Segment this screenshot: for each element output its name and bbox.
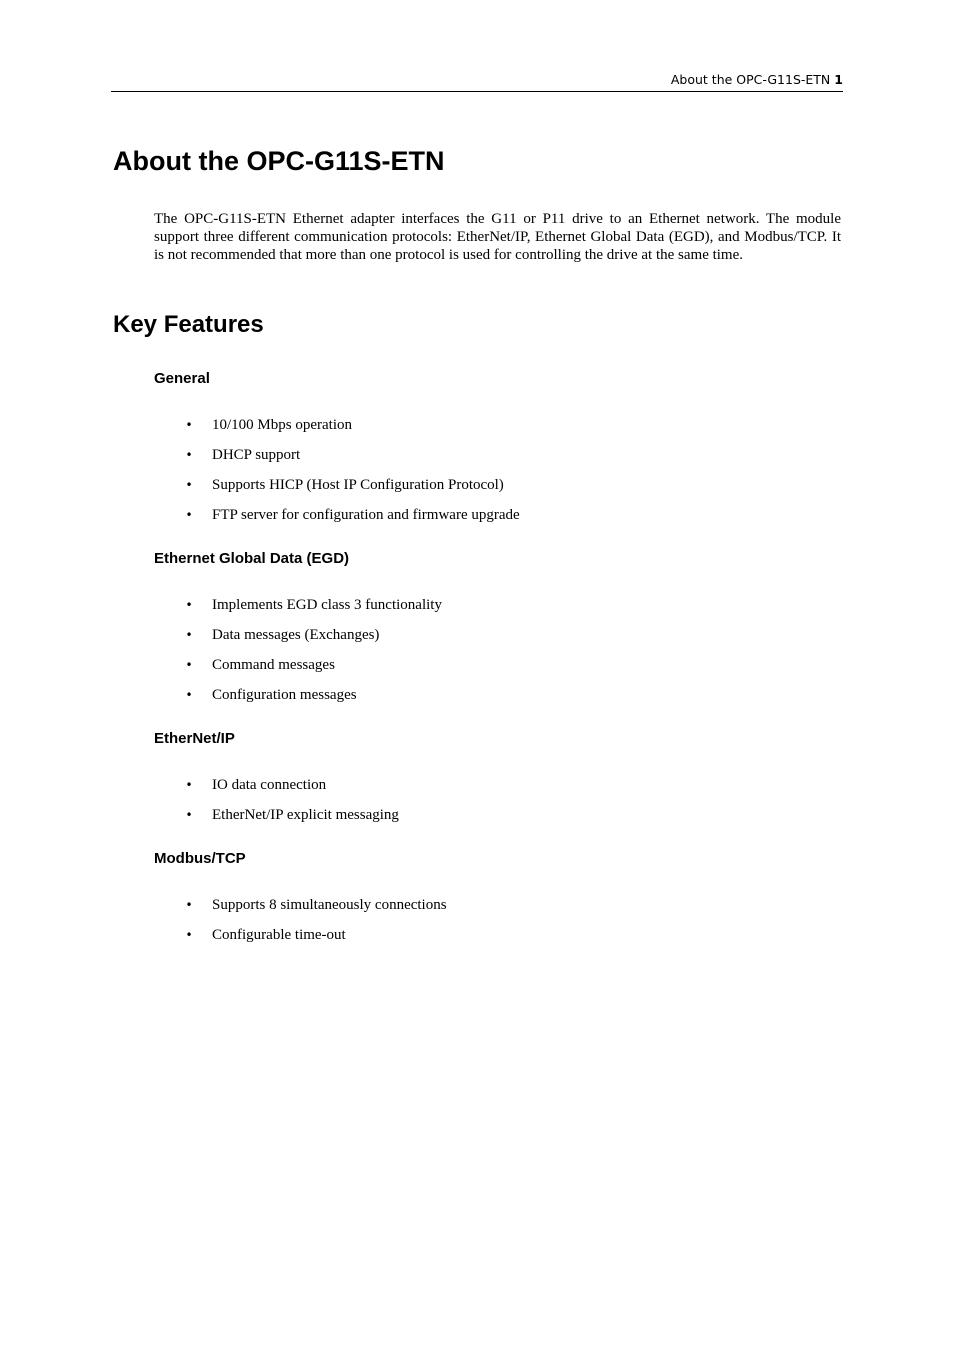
bullet-icon: •: [185, 658, 193, 672]
bullet-icon: •: [185, 898, 193, 912]
feature-list: [154, 414, 834, 534]
bullet-icon: •: [185, 628, 193, 642]
list-item: [154, 684, 834, 714]
bullet-icon: •: [185, 508, 193, 522]
list-item-text: 10/100 Mbps operation: [212, 417, 352, 433]
list-item: [154, 654, 834, 684]
page-number: 1: [834, 72, 843, 87]
list-item-text: EtherNet/IP explicit messaging: [212, 807, 399, 823]
list-item: [154, 594, 834, 624]
list-item: [154, 894, 834, 924]
feature-list: [154, 774, 834, 834]
list-item: [154, 624, 834, 654]
list-item-text: Configuration messages: [212, 687, 357, 703]
list-item-text: Implements EGD class 3 functionality: [212, 597, 442, 613]
list-item-text: DHCP support: [212, 447, 301, 463]
list-item-text: Data messages (Exchanges): [212, 627, 380, 643]
section-ethernet-ip: [154, 728, 834, 834]
list-item-text: FTP server for configuration and firmware upgrade: [212, 507, 520, 523]
list-item-text: Command messages: [212, 657, 335, 673]
list-item-text: Configurable time-out: [212, 927, 346, 943]
section-egd: [154, 548, 834, 714]
bullet-icon: •: [185, 448, 193, 462]
section-heading: Ethernet Global Data (EGD): [154, 550, 350, 567]
list-item-text: Supports HICP (Host IP Configuration Protocol): [212, 477, 504, 493]
key-features-heading: Key Features: [113, 311, 264, 338]
feature-list: [154, 894, 834, 954]
feature-list: [154, 594, 834, 714]
list-item-text: IO data connection: [212, 777, 327, 793]
list-item: [154, 414, 834, 444]
list-item: [154, 474, 834, 504]
section-general: [154, 368, 834, 534]
bullet-icon: •: [185, 478, 193, 492]
bullet-icon: •: [185, 808, 193, 822]
intro-paragraph: The OPC-G11S-ETN Ethernet adapter interfaces the G11 or P11 drive to an Ethernet network. The module support three different communication protocols: EtherNet/IP, Ethernet Global Data (EGD), and Modbus/TCP. It is not recommended that more than one protocol is used for controlling the drive at the same time.: [154, 211, 841, 263]
list-item-text: Supports 8 simultaneously connections: [212, 897, 447, 913]
bullet-icon: •: [185, 688, 193, 702]
bullet-icon: •: [185, 928, 193, 942]
header-rule: [111, 91, 843, 92]
running-header-title: About the OPC-G11S-ETN: [670, 72, 831, 87]
list-item: [154, 444, 834, 474]
list-item: [154, 504, 834, 534]
section-heading: General: [154, 370, 210, 387]
bullet-icon: •: [185, 778, 193, 792]
section-heading: Modbus/TCP: [154, 850, 246, 867]
bullet-icon: •: [185, 418, 193, 432]
section-modbus-tcp: [154, 848, 834, 954]
list-item: [154, 804, 834, 834]
bullet-icon: •: [185, 598, 193, 612]
page-title: About the OPC-G11S-ETN: [113, 146, 445, 176]
list-item: [154, 924, 834, 954]
list-item: [154, 774, 834, 804]
section-heading: EtherNet/IP: [154, 730, 235, 747]
running-header: [111, 72, 843, 88]
